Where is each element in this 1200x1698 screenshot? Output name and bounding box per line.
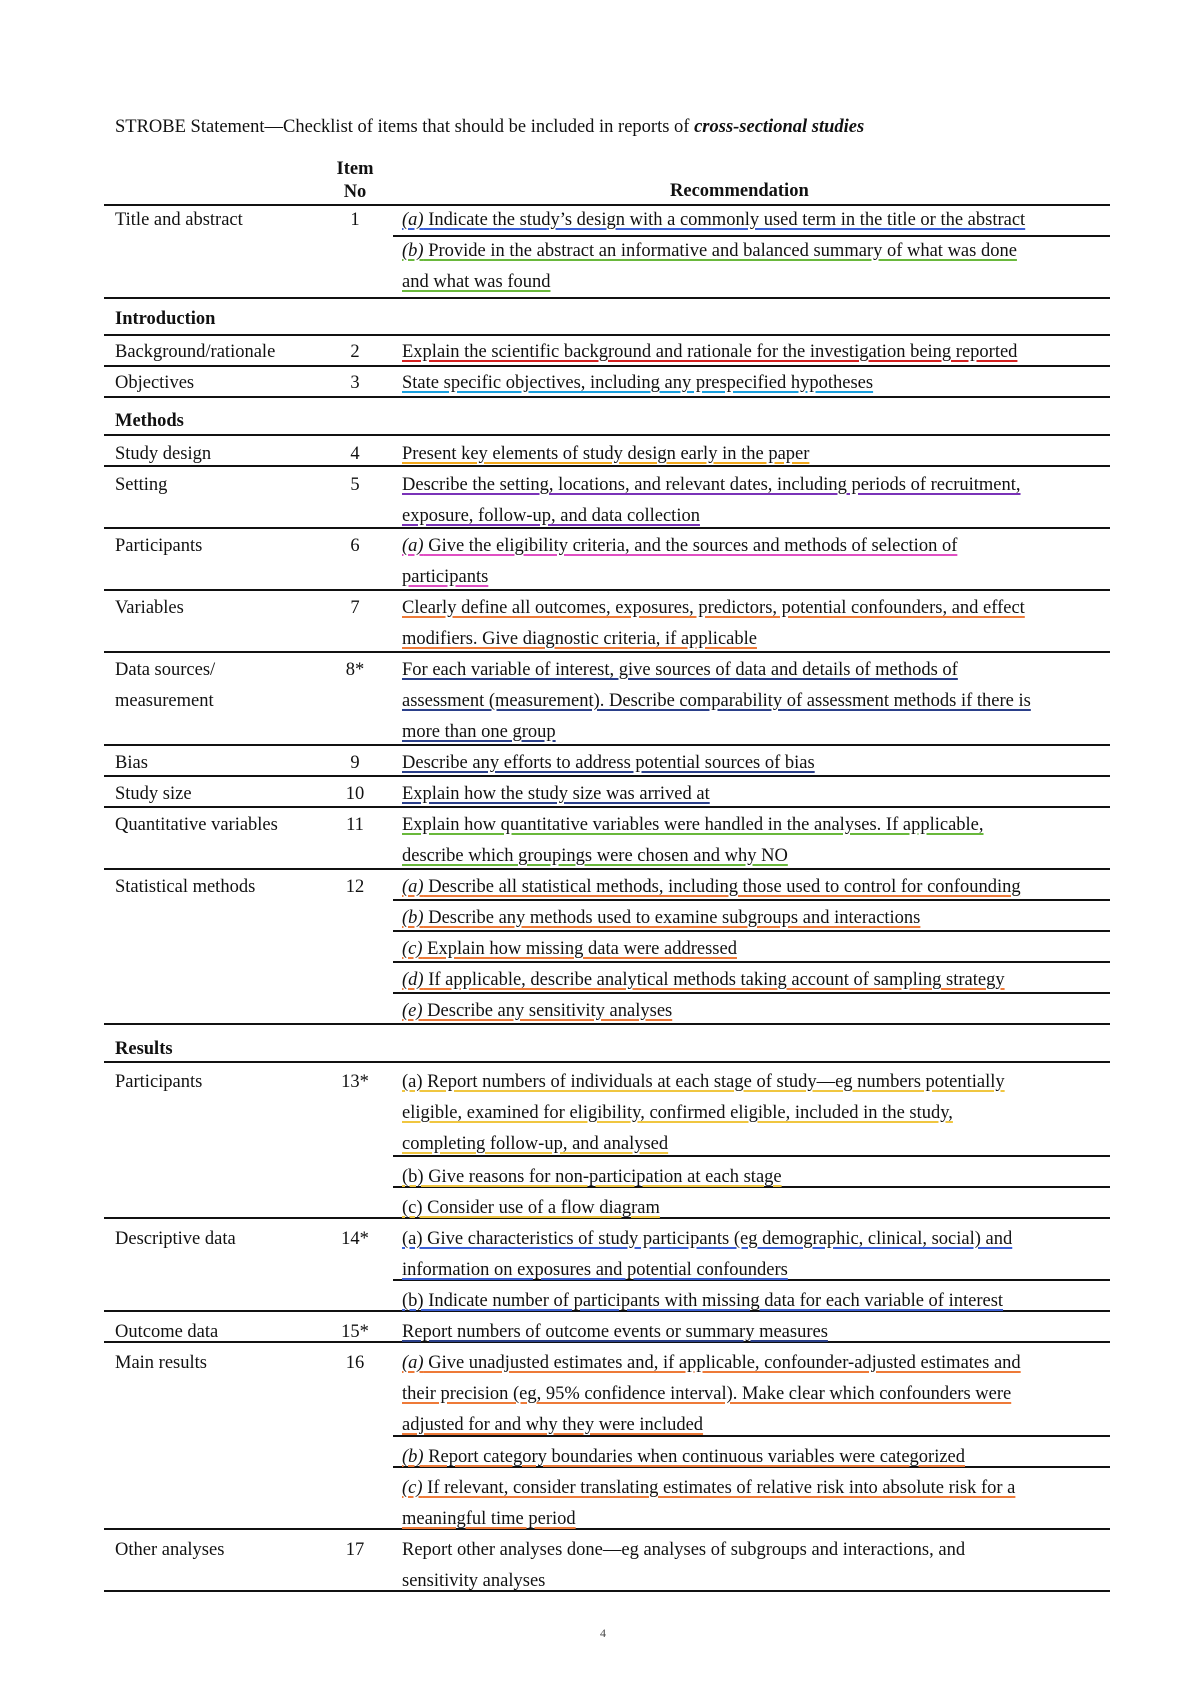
recommendation-line	[402, 624, 1025, 655]
item-number: 10	[345, 784, 365, 804]
recommendation-line-text: and what was found	[402, 272, 551, 292]
recommendation-line-text: more than one group	[402, 722, 556, 742]
recommendation-line	[402, 1067, 1005, 1098]
recommendation-line-text: (c) If relevant, consider translating estimates of relative risk into absolute risk for a	[402, 1478, 1016, 1498]
recommendation-text	[402, 1473, 1015, 1535]
recommendation-line-text: Explain how the study size was arrived at	[402, 784, 710, 804]
recommendation-line-text: sensitivity analyses	[402, 1571, 546, 1591]
recommendation-line-text: (a) Give the eligibility criteria, and the sources and methods of selection of	[402, 536, 958, 556]
subitem-marker: (e)	[402, 1001, 423, 1021]
recommendation-line-text: adjusted for and why they were included	[402, 1415, 704, 1435]
recommendation-text	[402, 1442, 965, 1473]
recommendation-line	[402, 236, 1017, 267]
header-recommendation: Recommendation	[670, 181, 809, 201]
recommendation-text	[402, 872, 1021, 903]
recommendation-line	[402, 872, 1021, 903]
row-label: Background/rationale	[115, 342, 276, 362]
recommendation-line-text: For each variable of interest, give sources of data and details of methods of	[402, 660, 958, 680]
recommendation-line-text: participants	[402, 567, 489, 587]
recommendation-line	[402, 1098, 1005, 1129]
row-label: Study size	[115, 784, 192, 804]
recommendation-text	[402, 996, 672, 1027]
row-label: Variables	[115, 598, 184, 618]
table-rule	[104, 434, 1110, 436]
recommendation-line-text: meaningful time period	[402, 1509, 576, 1529]
recommendation-line-text: (c) Consider use of a flow diagram	[402, 1198, 660, 1218]
row-label: Participants	[115, 536, 203, 556]
document-title	[115, 117, 864, 138]
recommendation-text	[402, 1162, 782, 1193]
recommendation-line-text: (b) Indicate number of participants with missing data for each variable of interest	[402, 1291, 1004, 1311]
subitem-marker: (b)	[402, 908, 424, 928]
row-label: Other analyses	[115, 1540, 225, 1560]
row-label: Title and abstract	[115, 210, 243, 230]
recommendation-line	[402, 1162, 782, 1193]
item-number: 13*	[341, 1072, 369, 1092]
item-number: 5	[350, 475, 360, 495]
recommendation-line-text: (b) Give reasons for non-participation at each stage	[402, 1167, 782, 1187]
recommendation-line	[402, 686, 1031, 717]
recommendation-text	[402, 779, 710, 810]
recommendation-line-text: (e) Describe any sensitivity analyses	[402, 1001, 673, 1021]
page-number: 4	[600, 1626, 606, 1640]
recommendation-line	[402, 1410, 1021, 1441]
item-number: 16	[345, 1353, 365, 1373]
item-number: 11	[346, 815, 364, 835]
recommendation-line-text: Explain how quantitative variables were handled in the analyses. If applicable,	[402, 815, 984, 835]
recommendation-line-text: completing follow-up, and analysed	[402, 1134, 669, 1154]
recommendation-line	[402, 779, 710, 810]
recommendation-line	[402, 337, 1017, 368]
recommendation-line-text: describe which groupings were chosen and why NO	[402, 846, 788, 866]
recommendation-line-text: (a) Give unadjusted estimates and, if applicable, confounder-adjusted estimates and	[402, 1353, 1021, 1373]
header-item-no-text: Item No	[336, 159, 374, 202]
recommendation-line	[402, 1129, 1005, 1160]
item-number: 9	[350, 753, 360, 773]
recommendation-line-text: (d) If applicable, describe analytical methods taking account of sampling strategy	[402, 970, 1005, 990]
row-label: Data sources/ measurement	[115, 660, 216, 711]
recommendation-line-text: (a) Describe all statistical methods, including those used to control for confounding	[402, 877, 1021, 897]
item-number: 14*	[341, 1229, 369, 1249]
recommendation-line-text: (a) Give characteristics of study participants (eg demographic, clinical, social) and	[402, 1229, 1013, 1249]
recommendation-line-text: (b) Describe any methods used to examine subgroups and interactions	[402, 908, 921, 928]
row-label: Objectives	[115, 373, 195, 393]
recommendation-line	[402, 996, 672, 1027]
recommendation-text	[402, 934, 737, 965]
recommendation-line	[402, 531, 957, 562]
recommendation-line-text: Clearly define all outcomes, exposures, predictors, potential confounders, and effect	[402, 598, 1025, 618]
subitem-marker: (d)	[402, 970, 424, 990]
row-label: Bias	[115, 753, 148, 773]
item-number: 3	[350, 373, 360, 393]
row-label: Outcome data	[115, 1322, 219, 1342]
row-label: Setting	[115, 475, 168, 495]
row-label: Quantitative variables	[115, 815, 278, 835]
recommendation-line	[402, 1224, 1012, 1255]
recommendation-line	[402, 1504, 1015, 1535]
recommendation-text	[402, 337, 1017, 368]
recommendation-line-text: Describe any efforts to address potential sources of bias	[402, 753, 815, 773]
recommendation-line	[402, 810, 984, 841]
row-label: Study design	[115, 444, 212, 464]
recommendation-text	[402, 748, 815, 779]
recommendation-line	[402, 1442, 965, 1473]
recommendation-line-text: Report other analyses done—eg analyses of subgroups and interactions, and	[402, 1540, 966, 1560]
recommendation-line	[402, 562, 957, 593]
subitem-marker: (a)	[402, 1353, 424, 1373]
recommendation-line-text: Explain the scientific background and rationale for the investigation being reported	[402, 342, 1018, 362]
recommendation-line	[402, 903, 920, 934]
recommendation-text	[402, 1067, 1005, 1160]
recommendation-text	[402, 439, 809, 470]
recommendation-line	[402, 1379, 1021, 1410]
recommendation-text	[402, 1193, 660, 1224]
recommendation-line	[402, 1473, 1015, 1504]
recommendation-line-text: assessment (measurement). Describe comparability of assessment methods if there is	[402, 691, 1031, 711]
recommendation-line	[402, 470, 1021, 501]
recommendation-line-text: State specific objectives, including any prespecified hypotheses	[402, 373, 874, 393]
recommendation-line	[402, 593, 1025, 624]
subitem-marker: (c)	[402, 939, 423, 959]
row-label: Participants	[115, 1072, 203, 1092]
recommendation-text	[402, 1286, 1003, 1317]
subitem-marker: (b)	[402, 1447, 424, 1467]
recommendation-line	[402, 1286, 1003, 1317]
subitem-marker: (a)	[402, 536, 424, 556]
recommendation-text	[402, 593, 1025, 655]
recommendation-text	[402, 655, 1031, 748]
recommendation-line-text: (a) Indicate the study’s design with a commonly used term in the title or the abstract	[402, 210, 1026, 230]
recommendation-line-text: modifiers. Give diagnostic criteria, if applicable	[402, 629, 757, 649]
recommendation-line-text: (a) Report numbers of individuals at each stage of study—eg numbers potentially	[402, 1072, 1005, 1092]
item-number: 1	[350, 210, 360, 230]
title-text: STROBE Statement—Checklist of items that should be included in reports of	[115, 117, 695, 137]
recommendation-text	[402, 1348, 1021, 1441]
item-number: 6	[350, 536, 360, 556]
recommendation-text	[402, 1317, 828, 1348]
recommendation-line	[402, 1255, 1012, 1286]
recommendation-line	[402, 368, 873, 399]
recommendation-line-text: Report numbers of outcome events or summary measures	[402, 1322, 828, 1342]
recommendation-line	[402, 1566, 965, 1597]
recommendation-line-text: their precision (eg, 95% confidence interval). Make clear which confounders were	[402, 1384, 1012, 1404]
table-rule	[104, 1061, 1110, 1063]
recommendation-line	[402, 1348, 1021, 1379]
recommendation-line-text: exposure, follow-up, and data collection	[402, 506, 700, 526]
recommendation-line	[402, 717, 1031, 748]
recommendation-line-text: Describe the setting, locations, and relevant dates, including periods of recruitment,	[402, 475, 1021, 495]
recommendation-line-text: (b) Report category boundaries when continuous variables were categorized	[402, 1447, 966, 1467]
row-label: Statistical methods	[115, 877, 256, 897]
recommendation-text	[402, 205, 1025, 236]
table-rule	[104, 334, 1110, 336]
recommendation-line	[402, 501, 1021, 532]
recommendation-line	[402, 1535, 965, 1566]
section-heading: Methods	[115, 411, 184, 431]
recommendation-line	[402, 934, 737, 965]
recommendation-line-text: (b) Provide in the abstract an informative and balanced summary of what was done	[402, 241, 1017, 261]
header-item-no	[330, 158, 380, 204]
recommendation-line	[402, 965, 1005, 996]
recommendation-line-text: Present key elements of study design early in the paper	[402, 444, 810, 464]
recommendation-text	[402, 531, 957, 593]
item-number: 2	[350, 342, 360, 362]
item-number: 4	[350, 444, 360, 464]
item-number: 8*	[345, 660, 365, 680]
row-label: Descriptive data	[115, 1229, 236, 1249]
item-number: 7	[350, 598, 360, 618]
recommendation-line	[402, 439, 809, 470]
subitem-marker: (c)	[402, 1478, 423, 1498]
recommendation-text	[402, 810, 984, 872]
recommendation-line	[402, 205, 1025, 236]
title-emphasis: cross-sectional studies	[694, 117, 865, 137]
recommendation-line	[402, 1317, 828, 1348]
recommendation-line	[402, 267, 1017, 298]
item-number: 17	[345, 1540, 365, 1560]
recommendation-text	[402, 965, 1005, 996]
item-number: 15*	[341, 1322, 369, 1342]
recommendation-text	[402, 1535, 965, 1597]
row-label: Main results	[115, 1353, 207, 1373]
section-heading: Introduction	[115, 309, 216, 329]
recommendation-line	[402, 748, 815, 779]
subitem-marker: (a)	[402, 877, 424, 897]
recommendation-line	[402, 1193, 660, 1224]
recommendation-line	[402, 841, 984, 872]
recommendation-line-text: (c) Explain how missing data were addressed	[402, 939, 737, 959]
recommendation-line	[402, 655, 1031, 686]
recommendation-text	[402, 236, 1017, 298]
section-heading: Results	[115, 1039, 173, 1059]
recommendation-line-text: eligible, examined for eligibility, confirmed eligible, included in the study,	[402, 1103, 953, 1123]
recommendation-text	[402, 903, 920, 934]
subitem-marker: (b)	[402, 241, 424, 261]
recommendation-text	[402, 368, 873, 399]
recommendation-text	[402, 1224, 1012, 1286]
item-number: 12	[345, 877, 365, 897]
recommendation-text	[402, 470, 1021, 532]
subitem-marker: (a)	[402, 210, 424, 230]
recommendation-line-text: information on exposures and potential confounders	[402, 1260, 788, 1280]
